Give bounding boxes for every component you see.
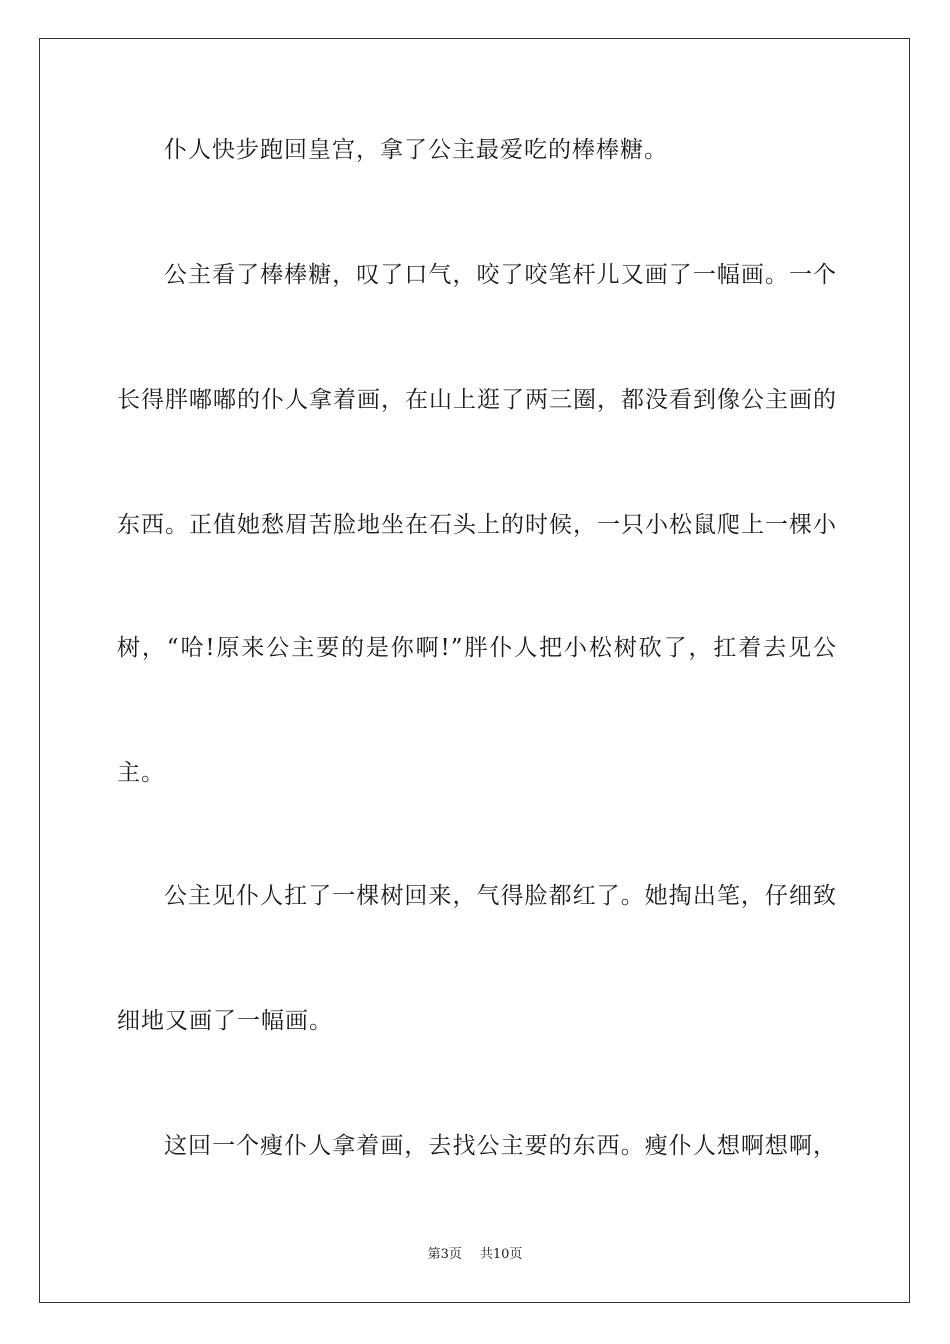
text-line: 这回一个瘦仆人拿着画，去找公主要的东西。瘦仆人想啊想啊，: [164, 1133, 837, 1159]
page-number: 第3页: [427, 1247, 462, 1262]
page-border: [39, 38, 910, 1303]
text-line: 树，“哈!原来公主要的是你啊!”胖仆人把小松树砍了，扛着去见公: [117, 635, 837, 661]
text-line: 公主看了棒棒糖，叹了口气，咬了咬笔杆儿又画了一幅画。一个: [164, 262, 837, 288]
text-line: 细地又画了一幅画。: [117, 1008, 333, 1034]
text-line: 公主见仆人扛了一棵树回来，气得脸都红了。她掏出笔，仔细致: [164, 883, 837, 909]
text-line: 主。: [117, 760, 165, 786]
text-line: 东西。正值她愁眉苦脸地坐在石头上的时候，一只小松鼠爬上一棵小: [117, 512, 837, 538]
page-total: 共10页: [479, 1247, 523, 1262]
text-line: 仆人快步跑回皇宫，拿了公主最爱吃的棒棒糖。: [164, 137, 668, 163]
text-line: 长得胖嘟嘟的仆人拿着画，在山上逛了两三圈，都没看到像公主画的: [117, 387, 837, 413]
page-footer: [0, 1246, 950, 1264]
